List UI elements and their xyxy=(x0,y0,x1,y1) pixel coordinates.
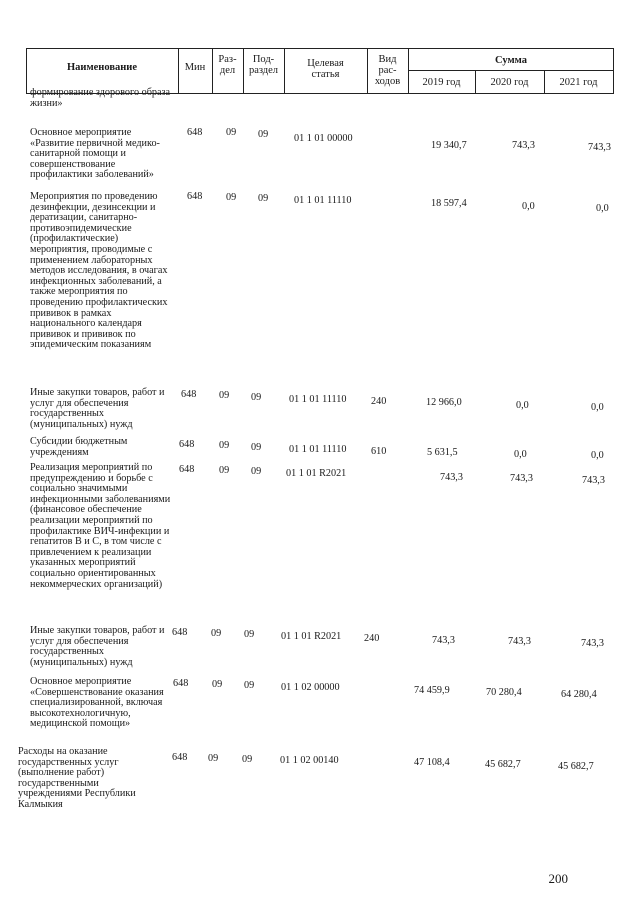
header-razdel: Раз- дел xyxy=(218,54,237,76)
row-statya: 01 1 01 11110 xyxy=(289,444,347,455)
page-number: 200 xyxy=(548,871,568,886)
header-2019: 2019 год xyxy=(422,77,461,88)
row-razdel: 09 xyxy=(208,753,219,764)
row-statya: 01 1 02 00140 xyxy=(280,755,339,766)
row-name: Иные закупки товаров, работ и услуг для обеспечения государственных (муниципальных) нужд xyxy=(30,387,165,430)
row-2021: 64 280,4 xyxy=(561,689,597,700)
row-name: Расходы на оказание государственных услуг (выполнение работ) государственными учреждениями Республики Калмыкия xyxy=(18,746,136,810)
row-2019: 12 966,0 xyxy=(426,397,462,408)
row-2019: 47 108,4 xyxy=(414,757,450,768)
row-podrazdel: 09 xyxy=(242,754,253,765)
row-2019: 743,3 xyxy=(432,635,455,646)
row-2021: 0,0 xyxy=(591,402,604,413)
row-2019: 5 631,5 xyxy=(427,447,458,458)
row-2021: 743,3 xyxy=(588,142,611,153)
row-podrazdel: 09 xyxy=(251,392,262,403)
row-statya: 01 1 01 11110 xyxy=(294,195,352,206)
row-podrazdel: 09 xyxy=(251,442,262,453)
row-name: формирование здорового образа жизни» xyxy=(30,87,171,109)
header-podrazdel: Под- раздел xyxy=(248,54,279,76)
header-vid: Вид рас- ходов xyxy=(374,54,401,87)
row-razdel: 09 xyxy=(211,628,222,639)
row-2019: 74 459,9 xyxy=(414,685,450,696)
row-min: 648 xyxy=(173,678,189,689)
row-podrazdel: 09 xyxy=(244,629,255,640)
row-2021: 0,0 xyxy=(591,450,604,461)
row-statya: 01 1 01 00000 xyxy=(294,133,353,144)
row-min: 648 xyxy=(187,127,203,138)
row-razdel: 09 xyxy=(219,465,230,476)
row-podrazdel: 09 xyxy=(258,193,269,204)
row-podrazdel: 09 xyxy=(244,680,255,691)
row-2020: 743,3 xyxy=(512,140,535,151)
row-statya: 01 1 01 11110 xyxy=(289,394,347,405)
row-2020: 45 682,7 xyxy=(485,759,521,770)
row-podrazdel: 09 xyxy=(258,129,269,140)
header-statya: Целевая статья xyxy=(307,58,344,80)
row-name: Субсидии бюджетным учреждениям xyxy=(30,436,128,458)
header-min: Мин xyxy=(184,62,206,73)
row-name: Иные закупки товаров, работ и услуг для обеспечения государственных (муниципальных) нужд xyxy=(30,625,165,668)
row-razdel: 09 xyxy=(226,192,237,203)
row-2021: 743,3 xyxy=(581,638,604,649)
header-2020: 2020 год xyxy=(490,77,529,88)
row-razdel: 09 xyxy=(212,679,223,690)
header-2021: 2021 год xyxy=(559,77,598,88)
row-2020: 743,3 xyxy=(510,473,533,484)
row-statya: 01 1 02 00000 xyxy=(281,682,340,693)
row-2020: 0,0 xyxy=(514,449,527,460)
row-name: Реализация мероприятий по предупреждению и борьбе с социально значимыми инфекционными заболеваниями (финансовое обеспечение реализации мероприятий по профилактике ВИЧ-инфекции и гепатитов В и С, в том числе с привлечением к реализации указанных мероприятий социально ориентированных некоммерческих организаций) xyxy=(30,462,171,590)
row-razdel: 09 xyxy=(219,390,230,401)
row-2020: 0,0 xyxy=(516,400,529,411)
row-razdel: 09 xyxy=(226,127,237,138)
row-name: Основное мероприятие «Совершенствование оказания специализированной, включая высокотехнологичную, медицинской помощи» xyxy=(30,676,164,730)
row-min: 648 xyxy=(179,439,195,450)
row-2021: 743,3 xyxy=(582,475,605,486)
row-2019: 743,3 xyxy=(440,472,463,483)
row-2020: 743,3 xyxy=(508,636,531,647)
row-min: 648 xyxy=(187,191,203,202)
row-2021: 0,0 xyxy=(596,203,609,214)
row-razdel: 09 xyxy=(219,440,230,451)
row-statya: 01 1 01 R2021 xyxy=(281,631,342,642)
row-vid: 240 xyxy=(364,633,380,644)
row-name: Мероприятия по проведению дезинфекции, дезинсекции и дератизации, санитарно-противоэпидемические (профилактические) мероприятия, проводимые с применением лабораторных методов исследования, в очагах инфекционных заболеваний, а также мероприятия по проведению профилактических прививок в рамках национального календаря прививок и прививок по эпидемическим показаниям xyxy=(30,191,168,351)
row-2020: 70 280,4 xyxy=(486,687,522,698)
row-podrazdel: 09 xyxy=(251,466,262,477)
row-min: 648 xyxy=(172,752,188,763)
row-vid: 240 xyxy=(371,396,387,407)
header-name: Наименование xyxy=(67,62,137,73)
row-2020: 0,0 xyxy=(522,201,535,212)
row-2019: 18 597,4 xyxy=(431,198,467,209)
row-name: Основное мероприятие «Развитие первичной медико-санитарной помощи и совершенствование профилактики заболеваний» xyxy=(30,127,160,181)
row-statya: 01 1 01 R2021 xyxy=(286,468,347,479)
row-2021: 45 682,7 xyxy=(558,761,594,772)
row-vid: 610 xyxy=(371,446,387,457)
row-min: 648 xyxy=(172,627,188,638)
row-min: 648 xyxy=(181,389,197,400)
row-min: 648 xyxy=(179,464,195,475)
row-2019: 19 340,7 xyxy=(431,140,467,151)
header-summa: Сумма xyxy=(495,55,527,66)
